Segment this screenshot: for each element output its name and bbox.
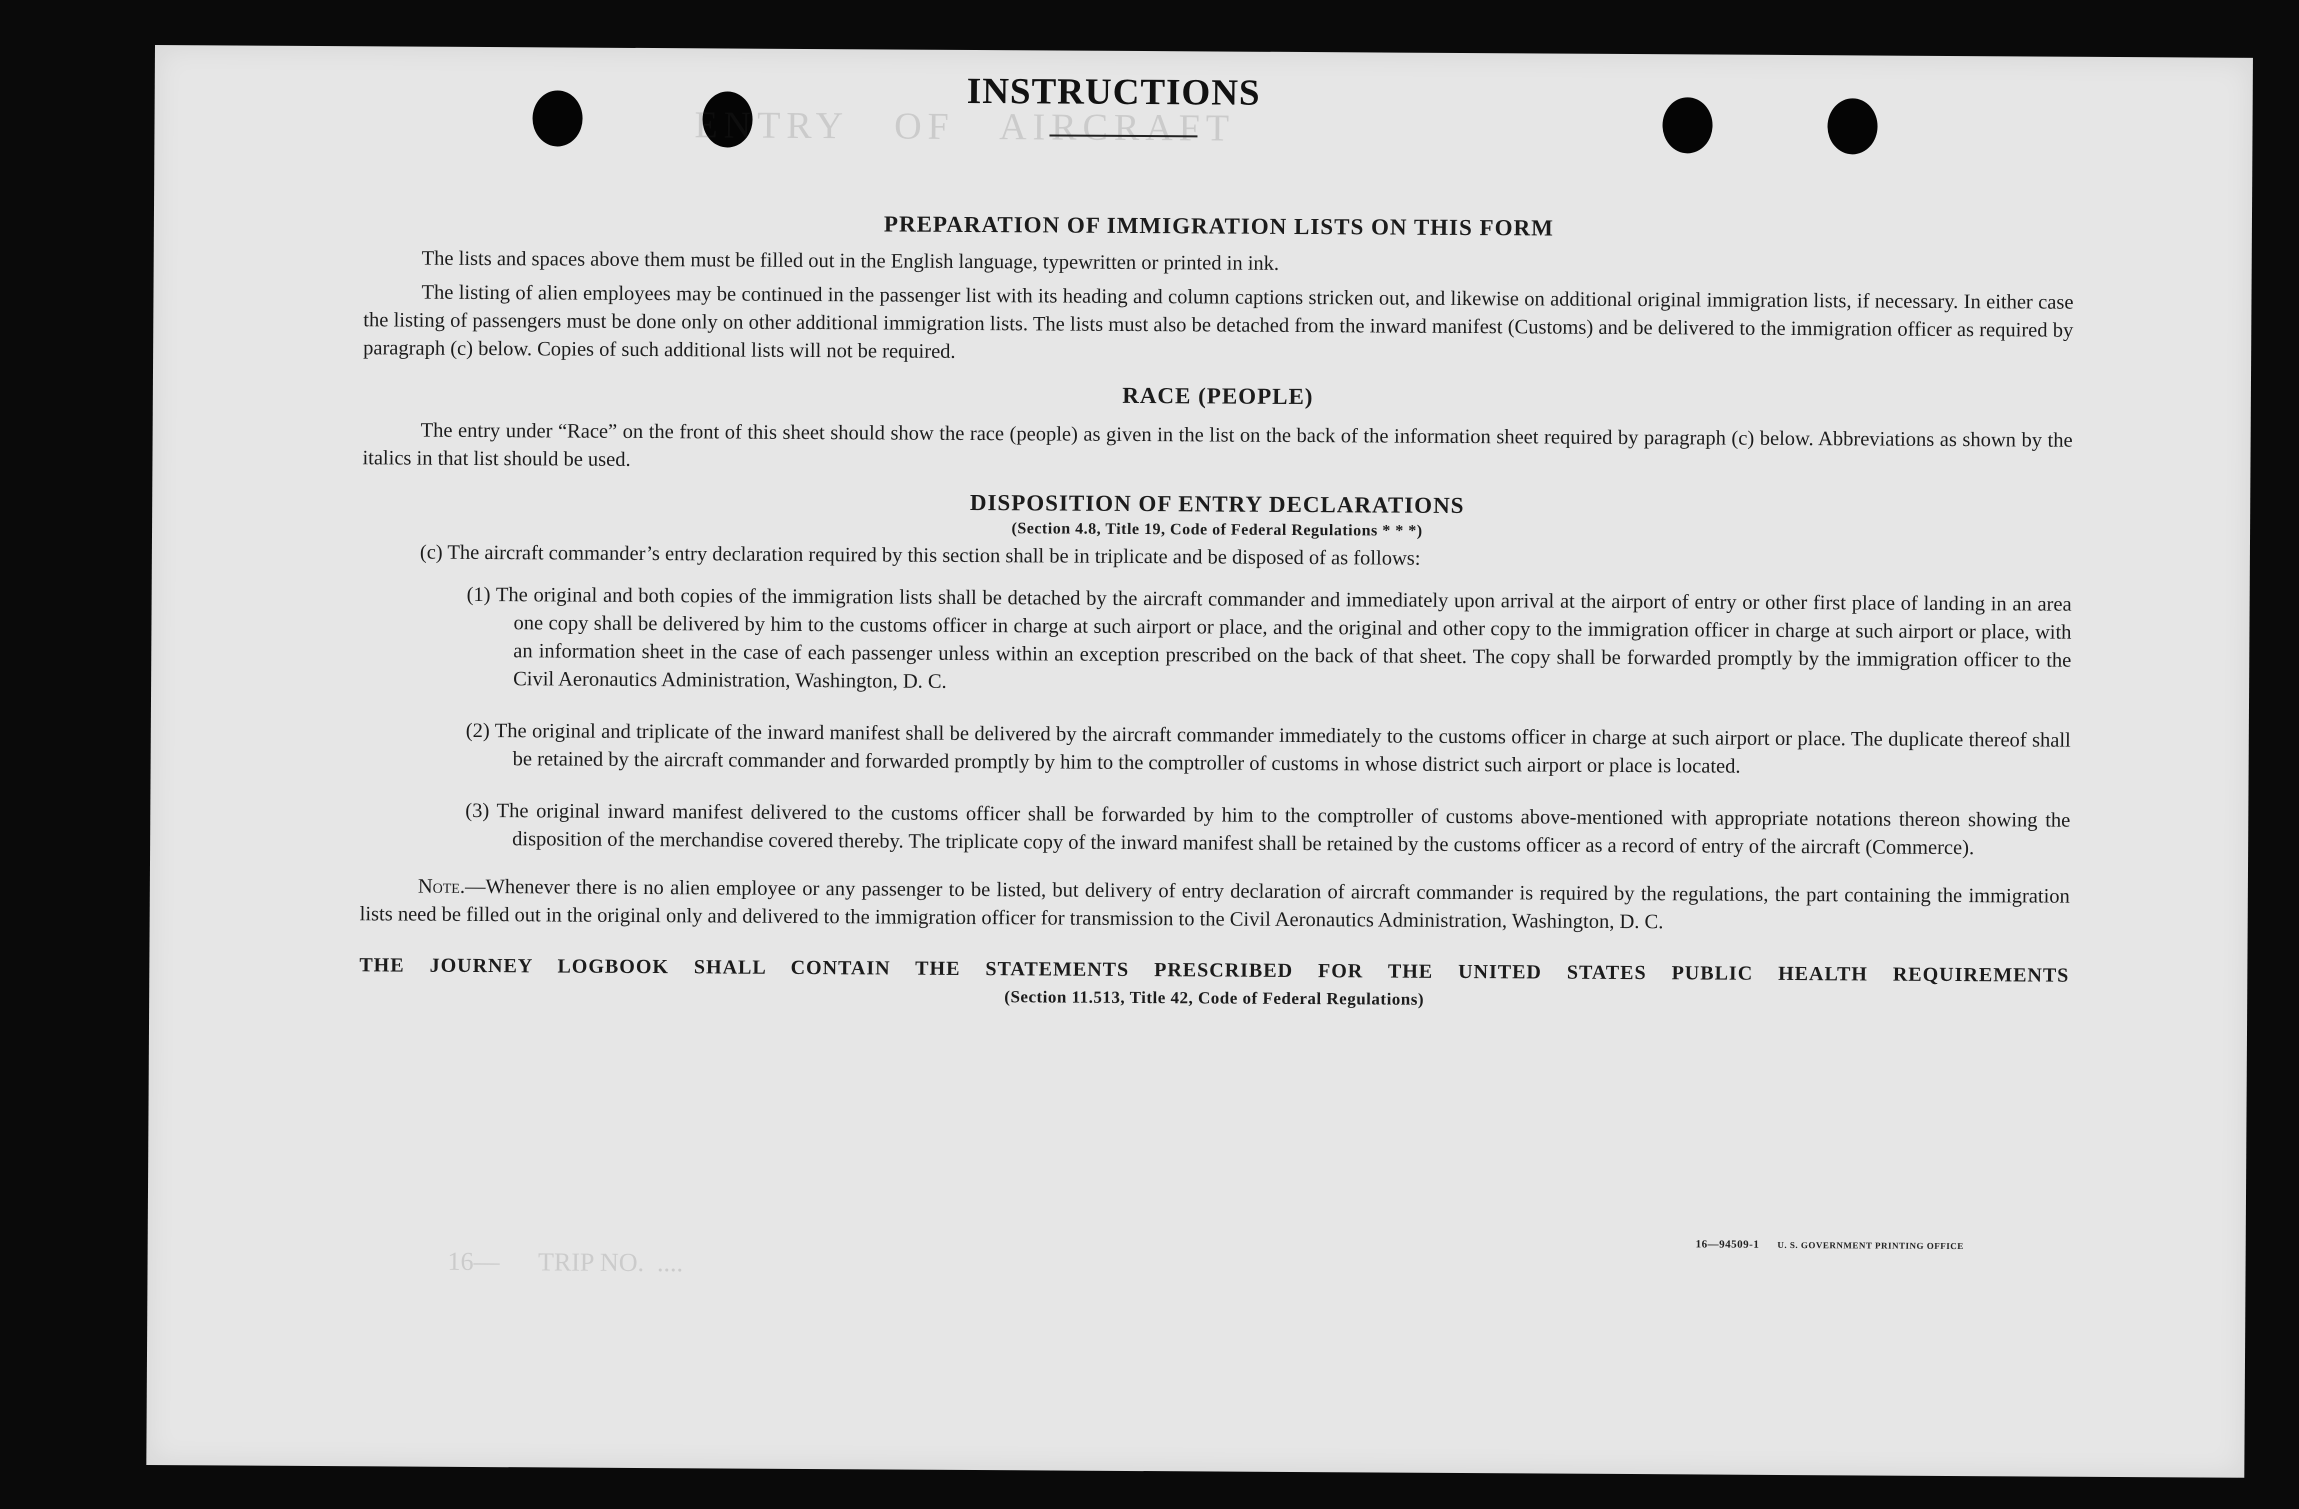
disposition-heading: DISPOSITION OF ENTRY DECLARATIONS xyxy=(969,489,1465,519)
disposition-item: (1) The original and both copies of the immigration lists shall be detached by the aircraft commander and immediately upon arrival at the airport of entry or other first place of landing in an area one copy shall be delivered by him to the customs officer in charge at such airport or place, and the original and other copy to the immigration officer in charge at such airport or place, with an information sheet in the case of each passenger unless within an exception prescribed on the back of that sheet. The copy shall be forwarded promptly by the immigration officer to the Civil Aeronautics Administration, Washington, D. C. xyxy=(466,583,2072,693)
disposition-intro: (c) The aircraft commander’s entry declaration required by this section shall be in triplicate and be disposed of as follows: xyxy=(419,541,1421,570)
race-heading: RACE (PEOPLE) xyxy=(1122,382,1314,410)
preparation-paragraph-1: The lists and spaces above them must be filled out in the English language, typewritten or printed in ink. xyxy=(421,247,1280,275)
print-footer xyxy=(1696,1238,1964,1252)
logbook-citation: (Section 11.513, Title 42, Code of Federal Regulations) xyxy=(1004,987,1425,1009)
logbook-statement: THE JOURNEY LOGBOOK SHALL CONTAIN THE STATEMENTS PRESCRIBED FOR THE UNITED STATES PUBLIC HEALTH REQUIREMENTS xyxy=(359,954,2070,987)
bleed-through-text: ENTRY OF AIRCRAFT xyxy=(694,104,1236,150)
printer-name: U. S. GOVERNMENT PRINTING OFFICE xyxy=(1777,1239,1964,1252)
disposition-item: (2) The original and triplicate of the inward manifest shall be delivered by the aircraft commander immediately to the customs officer in charge at such airport or place. The duplicate thereof shall be retained by the aircraft commander and forwarded promptly by him to the comptroller of customs in whose district such airport or place is located. xyxy=(465,719,2071,778)
document-page xyxy=(146,45,2253,1478)
form-number: 16—94509-1 xyxy=(1695,1238,1760,1251)
disposition-item: (3) The original inward manifest delivered to the customs officer shall be forwarded by him to the comptroller of customs above-mentioned with appropriate notations thereon showing the disposition of the merchandise covered thereby. The triplicate copy of the inward manifest shall be retained by the customs officer as a record of entry of the aircraft (Commerce). xyxy=(465,799,2071,860)
disposition-citation: (Section 4.8, Title 19, Code of Federal Regulations * * *) xyxy=(1011,520,1423,540)
note-paragraph xyxy=(360,872,2070,938)
instructions-body xyxy=(359,156,2074,1013)
note-text: —Whenever there is no alien employee or any passenger to be listed, but delivery of entry declaration of aircraft commander is required by the regulations, the part containing the immigration lists need be filled out in the original only and delivered to the immigration officer for transmission to the Civil Aeronautics Administration, Washington, D. C. xyxy=(359,875,2070,934)
race-paragraph: The entry under “Race” on the front of this sheet should show the race (people) as given in the list on the back of the information sheet required by paragraph (c) below. Abbreviations as shown by the italics in that list should be used. xyxy=(362,419,2073,471)
bleed-through-text: 16— TRIP NO. .... xyxy=(447,1246,684,1278)
preparation-paragraph-2: The listing of alien employees may be continued in the passenger list with its heading and column captions stricken out, and likewise on additional original immigration lists, if necessary. In either case the listing of passengers must be done only on other additional immigration lists. The lists must also be detached from the inward manifest (Customs) and be delivered to the immigration officer as required by paragraph (c) below. Copies of such additional lists will not be required. xyxy=(363,281,2074,363)
note-label: Note. xyxy=(417,875,466,898)
preparation-heading: PREPARATION OF IMMIGRATION LISTS ON THIS FORM xyxy=(883,211,1554,241)
page-title: INSTRUCTIONS xyxy=(966,70,1261,114)
